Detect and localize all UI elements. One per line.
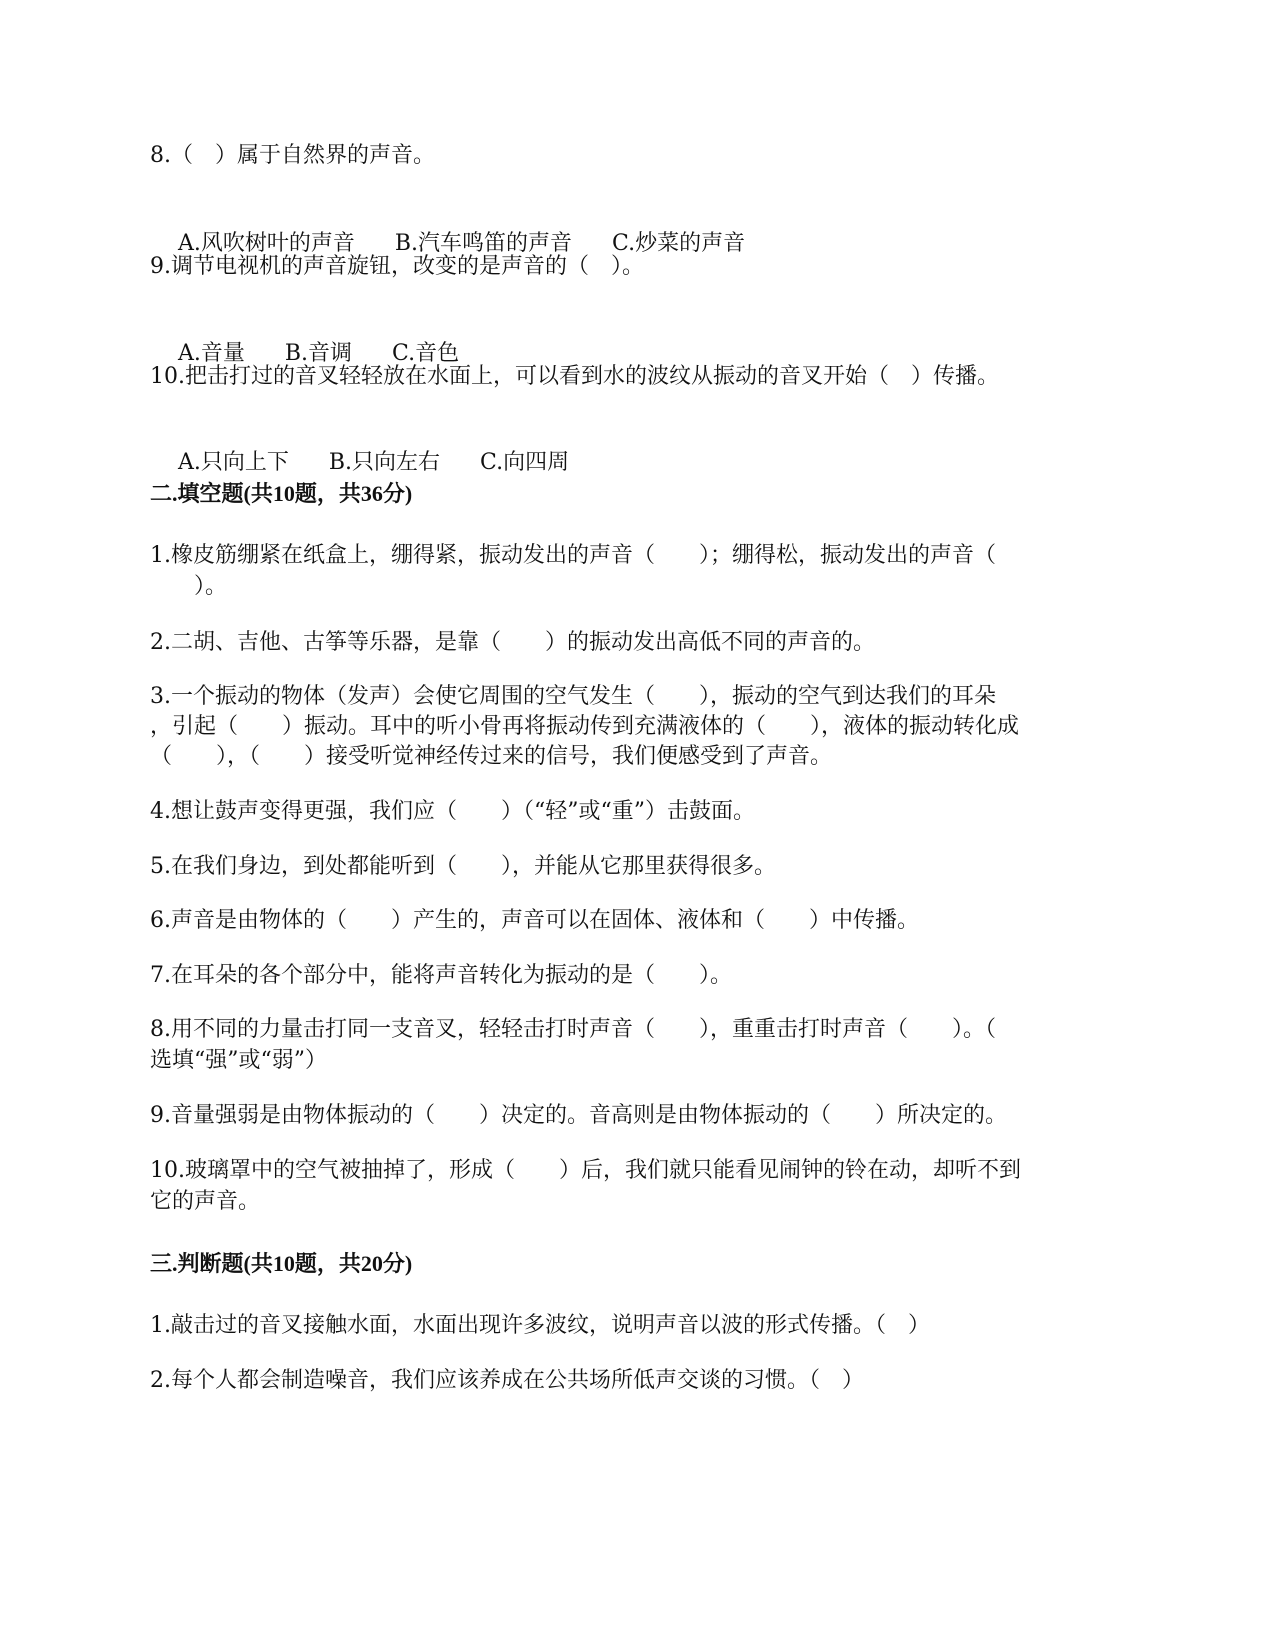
option-a: A.只向上下	[177, 450, 289, 475]
fill-question-3-line3: （ ），（ ）接受听觉神经传过来的信号，我们便感受到了声音。	[150, 744, 833, 769]
option-a: A.风吹树叶的声音	[177, 231, 355, 256]
fill-question-4: 4.想让鼓声变得更强，我们应（ ）（“轻”或“重”）击鼓面。	[150, 799, 755, 824]
option-c: C.音色	[392, 341, 460, 366]
fill-question-8-line2: 选填“强”或“弱”）	[150, 1048, 327, 1073]
fill-question-1-line2: ）。	[150, 574, 228, 599]
fill-question-1-line1: 1.橡皮筋绷紧在纸盒上，绷得紧，振动发出的声音（ ）；绷得松，振动发出的声音（	[150, 543, 996, 568]
tf-question-1: 1.敲击过的音叉接触水面，水面出现许多波纹，说明声音以波的形式传播。（ ）	[150, 1313, 930, 1338]
fill-question-3-line1: 3.一个振动的物体（发声）会使它周围的空气发生（ ），振动的空气到达我们的耳朵	[150, 684, 996, 709]
fill-question-7: 7.在耳朵的各个部分中，能将声音转化为振动的是（ ）。	[150, 963, 732, 988]
option-a: A.音量	[177, 341, 245, 366]
fill-question-9: 9.音量强弱是由物体振动的（ ）决定的。音高则是由物体振动的（ ）所决定的。	[150, 1103, 1007, 1128]
mc-question-10: 10.把击打过的音叉轻轻放在水面上，可以看到水的波纹从振动的音叉开始（ ）传播。	[150, 364, 999, 389]
fill-question-10-line1: 10.玻璃罩中的空气被抽掉了，形成（ ）后，我们就只能看见闹钟的铃在动，却听不到	[150, 1158, 1021, 1183]
option-b: B.音调	[284, 341, 353, 366]
fill-question-5: 5.在我们身边，到处都能听到（ ），并能从它那里获得很多。	[150, 854, 776, 879]
mc-question-8: 8.（ ）属于自然界的声音。	[150, 143, 435, 168]
fill-question-10-line2: 它的声音。	[150, 1189, 261, 1214]
section-heading-fill-in: 二.填空题(共10题，共36分)	[150, 481, 413, 506]
fill-question-8-line1: 8.用不同的力量击打同一支音叉，轻轻击打时声音（ ），重重击打时声音（ ）。（	[150, 1017, 996, 1042]
mc-question-9: 9.调节电视机的声音旋钮，改变的是声音的（ ）。	[150, 254, 644, 279]
option-c: C.向四周	[480, 450, 570, 475]
fill-question-2: 2.二胡、吉他、古筝等乐器，是靠（ ）的振动发出高低不同的声音的。	[150, 630, 875, 655]
fill-question-3-line2: ，引起（ ）振动。耳中的听小骨再将振动传到充满液体的（ ），液体的振动转化成	[150, 714, 1020, 739]
option-b: B.只向左右	[328, 450, 441, 475]
fill-question-6: 6.声音是由物体的（ ）产生的，声音可以在固体、液体和（ ）中传播。	[150, 908, 919, 933]
section-heading-true-false: 三.判断题(共10题，共20分)	[150, 1251, 413, 1276]
option-c: C.炒菜的声音	[612, 231, 746, 256]
option-b: B.汽车鸣笛的声音	[394, 231, 573, 256]
tf-question-2: 2.每个人都会制造噪音，我们应该养成在公共场所低声交谈的习惯。（ ）	[150, 1368, 864, 1393]
